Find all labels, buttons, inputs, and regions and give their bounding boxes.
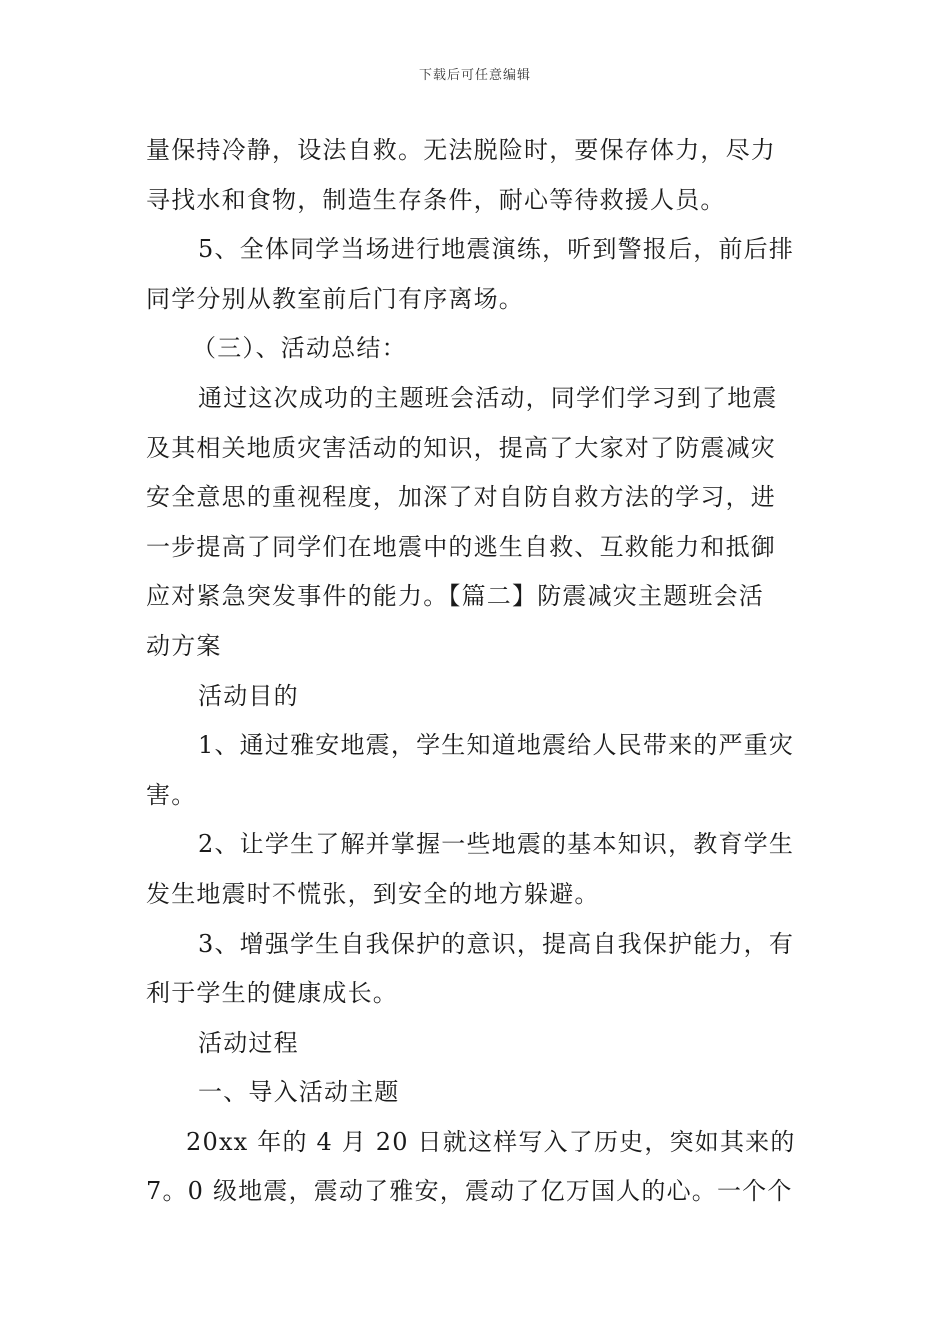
text-line: 利于学生的健康成长。: [146, 979, 398, 1008]
text-line: 同学分别从教室前后门有序离场。: [146, 284, 524, 313]
text-line: 3、增强学生自我保护的意识，提高自我保护能力，有: [198, 929, 795, 958]
text-line: 1、通过雅安地震，学生知道地震给人民带来的严重灾: [198, 731, 795, 760]
text-line: 量保持冷静，设法自救。无法脱险时，要保存体力，尽力: [146, 136, 776, 164]
text-line: 2、让学生了解并掌握一些地震的基本知识，教育学生: [198, 830, 795, 859]
text-line: 安全意思的重视程度，加深了对自防自救方法的学习，进: [146, 483, 776, 512]
page-header: 下载后可任意编辑: [418, 68, 531, 83]
text-line: 5、全体同学当场进行地震演练，听到警报后，前后排: [198, 235, 795, 264]
section-heading: （三）、活动总结：: [192, 334, 407, 363]
text-line: 通过这次成功的主题班会活动，同学们学习到了地震: [198, 383, 778, 412]
section-heading: 活动过程: [198, 1028, 299, 1057]
text-line: 20xx 年的 4 月 20 日就这样写入了历史，突如其来的: [186, 1127, 796, 1156]
text-line: 应对紧急突发事件的能力。【篇二】防震减灾主题班会活: [146, 582, 764, 611]
text-line: 一步提高了同学们在地震中的逃生自救、互救能力和抵御: [146, 532, 776, 561]
section-heading: 活动目的: [198, 681, 299, 710]
text-line: 动方案: [146, 631, 222, 660]
text-line: 发生地震时不慌张，到安全的地方躲避。: [146, 879, 600, 908]
document-body: [146, 126, 806, 1217]
text-line: 寻找水和食物，制造生存条件，耐心等待救援人员。: [146, 185, 726, 214]
text-line: 及其相关地质灾害活动的知识，提高了大家对了防震减灾: [146, 433, 776, 462]
text-line: 7。0 级地震，震动了雅安，震动了亿万国人的心。一个个: [146, 1177, 793, 1206]
section-heading: 一、导入活动主题: [198, 1078, 400, 1107]
text-line: 害。: [146, 780, 197, 809]
